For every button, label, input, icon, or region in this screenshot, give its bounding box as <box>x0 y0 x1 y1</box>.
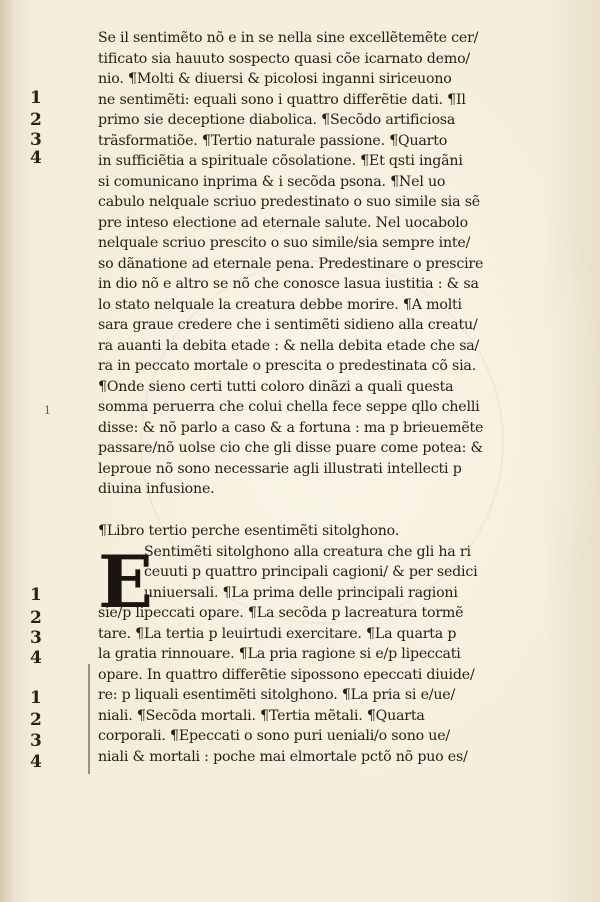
text-line: pre inteso electione ad eternale salute. Nel uocabolo <box>98 214 468 231</box>
text-line: nelquale scriuo prescito o suo simile/sia sempre inte/ <box>98 235 471 251</box>
margin-number: 4 <box>30 752 42 772</box>
gutter-shadow <box>0 0 14 902</box>
text-line: sie/p lipeccati opare. ¶La secõda p lacreatura tormẽ <box>98 605 464 621</box>
margin-number: 2 <box>30 710 42 730</box>
chapter-heading: ¶Libro tertio perche esentimẽti sitolghono. <box>98 523 400 539</box>
text-line: Sentimẽti sitolghono alla creatura che gli ha ri <box>144 543 471 560</box>
text-line: ¶Onde sieno certi tutti coloro dinãzi a quali questa <box>98 378 454 395</box>
margin-number: 2 <box>30 608 42 628</box>
text-line: si comunicano inprima & i secõda psona. ¶Nel uo <box>98 173 446 190</box>
text-line: tare. ¶La tertia p leuirtudi exercitare. ¶La quarta p <box>98 625 457 642</box>
text-line: leproue nõ sono necessarie agli illustrati intellecti p <box>98 460 462 477</box>
text-line: niali & mortali : poche mai elmortale pctõ nõ puo es/ <box>98 748 468 765</box>
text-line: passare/nõ uolse cio che gli disse puare come potea: & <box>98 440 483 456</box>
text-line: uniuersali. ¶La prima delle principali ragioni <box>144 584 458 601</box>
margin-number: 1 <box>30 585 42 605</box>
text-line: ra auanti la debita etade : & nella debita etade che sa/ <box>98 337 480 354</box>
text-line: primo sie deceptione diabolica. ¶Secõdo artificiosa <box>98 112 456 128</box>
text-line: lo stato nelquale la creatura debbe morire. ¶A molti <box>98 296 462 313</box>
margin-number: 3 <box>30 731 42 751</box>
text-line: so dãnatione ad eternale pena. Predestinare o prescire <box>98 255 484 272</box>
margin-number: 4 <box>30 148 42 168</box>
margin-mark: 1 <box>44 404 51 417</box>
margin-number: 2 <box>30 110 42 130</box>
text-line: ceuuti p quattro principali cagioni/ & per sedici <box>144 564 478 580</box>
text-line: trãsformatiõe. ¶Tertio naturale passione. ¶Quarto <box>98 132 448 149</box>
text-line: ne sentimẽti: equali sono i quattro differẽtie dati. ¶Il <box>98 91 466 108</box>
text-line: in sufficiẽtia a spirituale cõsolatione. ¶Et qsti ingãni <box>98 153 463 169</box>
paragraph-1 <box>98 28 540 500</box>
text-line: cabulo nelquale scriuo predestinato o suo simile sia sẽ <box>98 194 480 210</box>
text-line: Se il sentimẽto nõ e in se nella sine excellẽtemẽte cer/ <box>98 30 479 46</box>
text-line: somma peruerra che colui chella fece seppe qllo chelli <box>98 399 480 415</box>
text-line: la gratia rinnouare. ¶La pria ragione si e/p lipeccati <box>98 646 461 662</box>
text-line: opare. In quattro differẽtie sipossono epeccati diuide/ <box>98 666 475 683</box>
text-line: ra in peccato mortale o prescita o predestinata cõ sia. <box>98 358 476 374</box>
text-line: re: p liquali esentimẽti sitolghono. ¶La pria si e/ue/ <box>98 687 456 703</box>
text-line: nio. ¶Molti & diuersi & picolosi inganni siriceuono <box>98 71 452 87</box>
text-line: tificato sia hauuto sospecto quasi cõe icarnato demo/ <box>98 50 470 67</box>
margin-number: 3 <box>30 628 42 648</box>
paragraph-2 <box>98 521 540 767</box>
margin-number: 3 <box>30 130 42 150</box>
margin-number: 1 <box>30 88 42 108</box>
drop-cap: E <box>98 539 153 624</box>
text-line: niali. ¶Secõda mortali. ¶Tertia mẽtali. ¶Quarta <box>98 707 425 724</box>
text-line: in dio nõ e altro se nõ che conosce lasua iustitia : & sa <box>98 276 479 292</box>
text-line: diuina infusione. <box>98 481 215 497</box>
margin-number: 4 <box>30 648 42 668</box>
text-line: corporali. ¶Epeccati o sono puri ueniali/o sono ue/ <box>98 728 450 744</box>
margin-bracket <box>88 664 90 774</box>
margin-number: 1 <box>30 688 42 708</box>
text-line: disse: & nõ parlo a caso & a fortuna : ma p brieuemẽte <box>98 419 484 436</box>
text-line: sara graue credere che i sentimẽti sidieno alla creatu/ <box>98 317 478 333</box>
